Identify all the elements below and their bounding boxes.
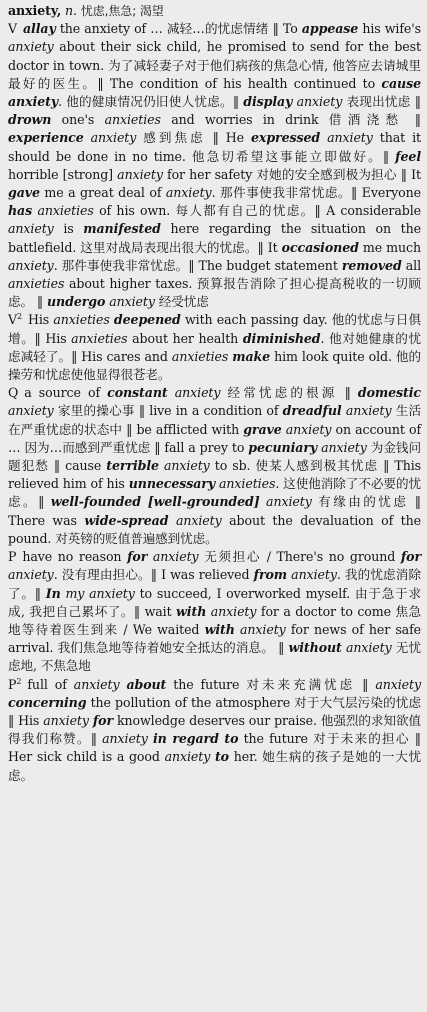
- example-text: him look quite old. 他的操劳和忧虑使他显得很苍老。: [8, 348, 421, 383]
- pattern-letter: Q: [8, 385, 19, 401]
- headword-form: anxiety: [102, 731, 148, 747]
- headword-form: anxiety: [321, 439, 367, 455]
- headword-form: anxiety: [174, 385, 221, 401]
- example-text: . 他的健康情况仍旧使人忧虑。‖: [58, 94, 244, 110]
- headword-form: my anxiety: [65, 585, 135, 601]
- collocate-keyword: allay: [23, 21, 56, 37]
- example-text: . 那件事使我非常忧虑。‖ The budget statement: [53, 257, 342, 273]
- entry-sections: [8, 20, 421, 785]
- example-text: the future 对于未来的担心 ‖ Her sick child is a good: [8, 731, 421, 765]
- collocate-keyword: about: [126, 676, 167, 692]
- headword-form: anxieties: [171, 348, 229, 364]
- example-text: for news of her safe arrival. 我们焦急地等待着她安全抵达的消息。 ‖: [8, 621, 422, 656]
- example-text: her. 她生病的孩子是她的一大忧虑。: [8, 749, 422, 783]
- collocate-keyword: grave: [243, 421, 282, 437]
- example-text: about her health: [127, 330, 243, 346]
- example-text: all: [401, 257, 422, 273]
- example-text: his wife's: [358, 21, 422, 37]
- pattern-superscript: 2: [17, 312, 22, 322]
- headword-form: anxiety: [345, 640, 392, 656]
- example-text: [168, 385, 175, 400]
- example-text: and worries in drink 借酒浇愁 ‖: [160, 112, 421, 128]
- collocate-keyword: manifested: [83, 221, 161, 237]
- headword-form: anxiety: [8, 39, 54, 55]
- example-text: have no reason: [22, 549, 128, 565]
- headword-form: anxiety: [175, 512, 222, 528]
- collocate-keyword: concerning: [8, 694, 87, 710]
- collocate-keyword: from: [253, 567, 288, 583]
- example-text: about higher taxes. 预算报告消除了担心提高税收的一切顾虑。 ‖: [8, 276, 421, 310]
- collocate-keyword: for: [400, 549, 422, 565]
- headword-form: anxiety: [8, 257, 54, 273]
- example-text: [84, 130, 91, 145]
- headword-form: anxiety: [266, 494, 312, 510]
- example-text: about their sick child, he promised to send for the best doctor in town. 为了减轻妻子对于他们病孩的焦急心情, 他答应去请城里最好的医生。‖ The condition of his health continued to: [8, 39, 421, 91]
- example-text: 无须担心 / There's no ground: [198, 549, 401, 565]
- example-text: 生活在严重忧虑的状态中 ‖ be afflicted with: [8, 403, 422, 437]
- collocate-keyword: unnecessary: [128, 476, 216, 492]
- collocate-keyword: experience: [8, 130, 84, 146]
- example-text: here regarding the situation on the battlefield. 这里对战局表现出很大的忧虑。‖ It: [8, 221, 421, 255]
- collocate-keyword: domestic: [357, 385, 421, 401]
- example-text: 表现出忧虑 ‖: [342, 94, 421, 110]
- pattern-letter: P: [8, 549, 17, 565]
- pattern-code: [8, 385, 18, 400]
- collocate-keyword: feel: [395, 148, 421, 164]
- example-text: for her safety 对她的安全感到极为担心 ‖ It: [162, 166, 421, 182]
- example-text: . 那件事使我非常忧虑。‖ Everyone: [211, 185, 421, 201]
- headword-form: anxieties: [219, 476, 276, 492]
- example-text: the pollution of the atmosphere 对于大气层污染的忧虑 ‖ His: [8, 694, 421, 728]
- part-of-speech: n.: [65, 3, 77, 18]
- collocate-keyword: with: [204, 621, 235, 637]
- example-text: that it should be done in no time. 他急切希望这事能立即做好。‖: [8, 130, 421, 164]
- collocate-keyword: In: [45, 585, 61, 601]
- headword-form: anxiety: [8, 221, 54, 237]
- example-text: . 我的忧虑消除了。‖: [8, 567, 421, 601]
- example-text: 经常忧虑的根源 ‖: [220, 385, 358, 401]
- collocate-keyword: terrible: [106, 458, 159, 474]
- collocate-keyword: display: [243, 94, 293, 110]
- headword-form: anxiety: [43, 712, 89, 728]
- example-text: for a doctor to come 焦急地等待着医生到来 / We waited: [8, 603, 422, 637]
- collocate-keyword: constant: [107, 385, 168, 401]
- collocation-section: [8, 384, 421, 548]
- headword-form: anxiety: [291, 567, 337, 583]
- pattern-code: [8, 312, 22, 327]
- headword: anxiety,: [8, 3, 62, 18]
- example-text: knowledge deserves our praise. 他强烈的求知欲值得我们称赞。‖: [8, 712, 421, 747]
- headword-form: anxiety: [164, 458, 210, 474]
- example-text: . 他对她健康的忧虑减轻了。‖ His cares and: [8, 330, 421, 364]
- collocate-keyword: deepened: [113, 312, 181, 328]
- example-text: is: [53, 221, 84, 237]
- example-text: a source of: [24, 385, 108, 401]
- example-text: full of: [27, 676, 74, 692]
- collocate-keyword: well-founded [well-grounded]: [50, 494, 260, 510]
- pattern-letter: V: [8, 21, 17, 37]
- collocate-keyword: in regard to: [153, 731, 239, 747]
- headword-form: anxieties: [37, 203, 94, 219]
- collocate-keyword: cause anxiety: [8, 75, 421, 110]
- collocation-section: [8, 311, 421, 384]
- example-text: 无忧虑地, 不焦急地: [8, 640, 421, 674]
- headword-form: anxiety: [296, 94, 343, 110]
- collocate-keyword: diminished: [242, 330, 321, 346]
- collocate-keyword: has: [8, 203, 33, 219]
- collocate-keyword: for: [92, 712, 114, 728]
- headword-form: anxiety: [285, 421, 332, 437]
- example-text: 经受忧虑: [154, 294, 209, 310]
- example-text: on account of … 因为…而感到严重忧虑 ‖ fall a prey to: [8, 421, 422, 455]
- headword-form: anxiety: [240, 621, 286, 637]
- pattern-code: [8, 677, 21, 692]
- headword-form: anxieties: [8, 276, 65, 292]
- collocate-keyword: undergo: [47, 294, 106, 310]
- collocate-keyword: appease: [301, 21, 359, 37]
- collocate-keyword: wide-spread: [84, 512, 169, 528]
- example-text: 感到焦虑 ‖ He: [136, 130, 252, 146]
- collocate-keyword: make: [232, 348, 271, 364]
- pattern-code: [8, 549, 16, 564]
- pattern-code: [8, 21, 17, 36]
- headword-form: anxiety: [8, 567, 54, 583]
- collocate-keyword: without: [288, 640, 342, 656]
- headword-form: anxiety: [152, 549, 199, 565]
- headword-form: anxiety: [345, 403, 392, 419]
- example-text: 有缘由的忧虑 ‖ There was: [8, 494, 421, 528]
- example-text: about the devaluation of the pound. 对英镑的贬值普遍感到忧虑。: [8, 512, 422, 546]
- example-text: one's: [51, 112, 105, 128]
- headword-form: anxiety: [109, 294, 155, 310]
- collocation-section: [8, 20, 421, 311]
- headword-form: anxiety: [90, 130, 137, 146]
- example-text: of his own. 每人都有自己的忧虑。‖ A considerable: [93, 203, 422, 219]
- collocate-keyword: drown: [8, 112, 52, 128]
- collocate-keyword: removed: [341, 257, 402, 273]
- headword-form: anxiety: [117, 166, 163, 182]
- headword-form: anxieties: [53, 312, 110, 328]
- pattern-superscript: 2: [16, 676, 22, 686]
- headword-form: anxiety: [210, 603, 257, 619]
- collocate-keyword: gave: [8, 185, 40, 201]
- headword-form: anxiety: [73, 676, 120, 692]
- pattern-letter: P: [8, 676, 17, 692]
- example-text: the anxiety of … 减轻…的忧虑情绪 ‖ To: [55, 21, 302, 37]
- headword-form: anxieties: [104, 112, 161, 128]
- entry-header: [8, 2, 421, 20]
- collocate-keyword: pecuniary: [248, 439, 318, 455]
- headword-form: anxiety: [8, 403, 54, 419]
- example-text: 家里的操心事 ‖ live in a condition of: [53, 403, 283, 419]
- collocate-keyword: to: [214, 749, 229, 765]
- collocate-keyword: with: [176, 603, 207, 619]
- example-text: to succeed, I overworked myself. 由于急于求成, 我把自己累坏了。‖ wait: [8, 585, 422, 619]
- example-text: to sb. 使某人感到极其忧虑 ‖ This relieved him of his: [8, 458, 421, 492]
- example-text: me a great deal of: [39, 185, 166, 201]
- example-text: 为金钱问题犯愁 ‖ cause: [8, 439, 421, 474]
- example-text: [168, 513, 175, 528]
- example-text: His: [28, 312, 54, 328]
- collocate-keyword: expressed: [251, 130, 321, 146]
- example-text: me much: [358, 239, 421, 255]
- collocate-keyword: for: [127, 549, 148, 565]
- example-text: with each passing day. 他的忧虑与日俱增。‖ His: [8, 312, 422, 346]
- collocation-section: [8, 548, 421, 675]
- example-text: the future 对未来充满忧虑 ‖: [166, 676, 376, 692]
- example-text: . 没有理由担心。‖ I was relieved: [53, 567, 254, 583]
- headword-form: anxiety: [327, 130, 373, 146]
- collocation-section: [8, 676, 421, 785]
- example-text: horrible [strong]: [8, 166, 118, 182]
- collocate-keyword: dreadful: [282, 403, 342, 419]
- headword-form: anxiety: [164, 749, 211, 765]
- headword-form: anxiety: [165, 185, 212, 201]
- example-text: . 这使他消除了不必要的忧虑。‖: [8, 476, 421, 510]
- headword-form: anxieties: [71, 330, 128, 346]
- pattern-letter: V: [8, 312, 17, 328]
- headword-form: anxiety: [375, 676, 422, 692]
- headword-gloss: 忧虑,焦急; 渴望: [80, 4, 164, 18]
- collocate-keyword: occasioned: [281, 239, 359, 255]
